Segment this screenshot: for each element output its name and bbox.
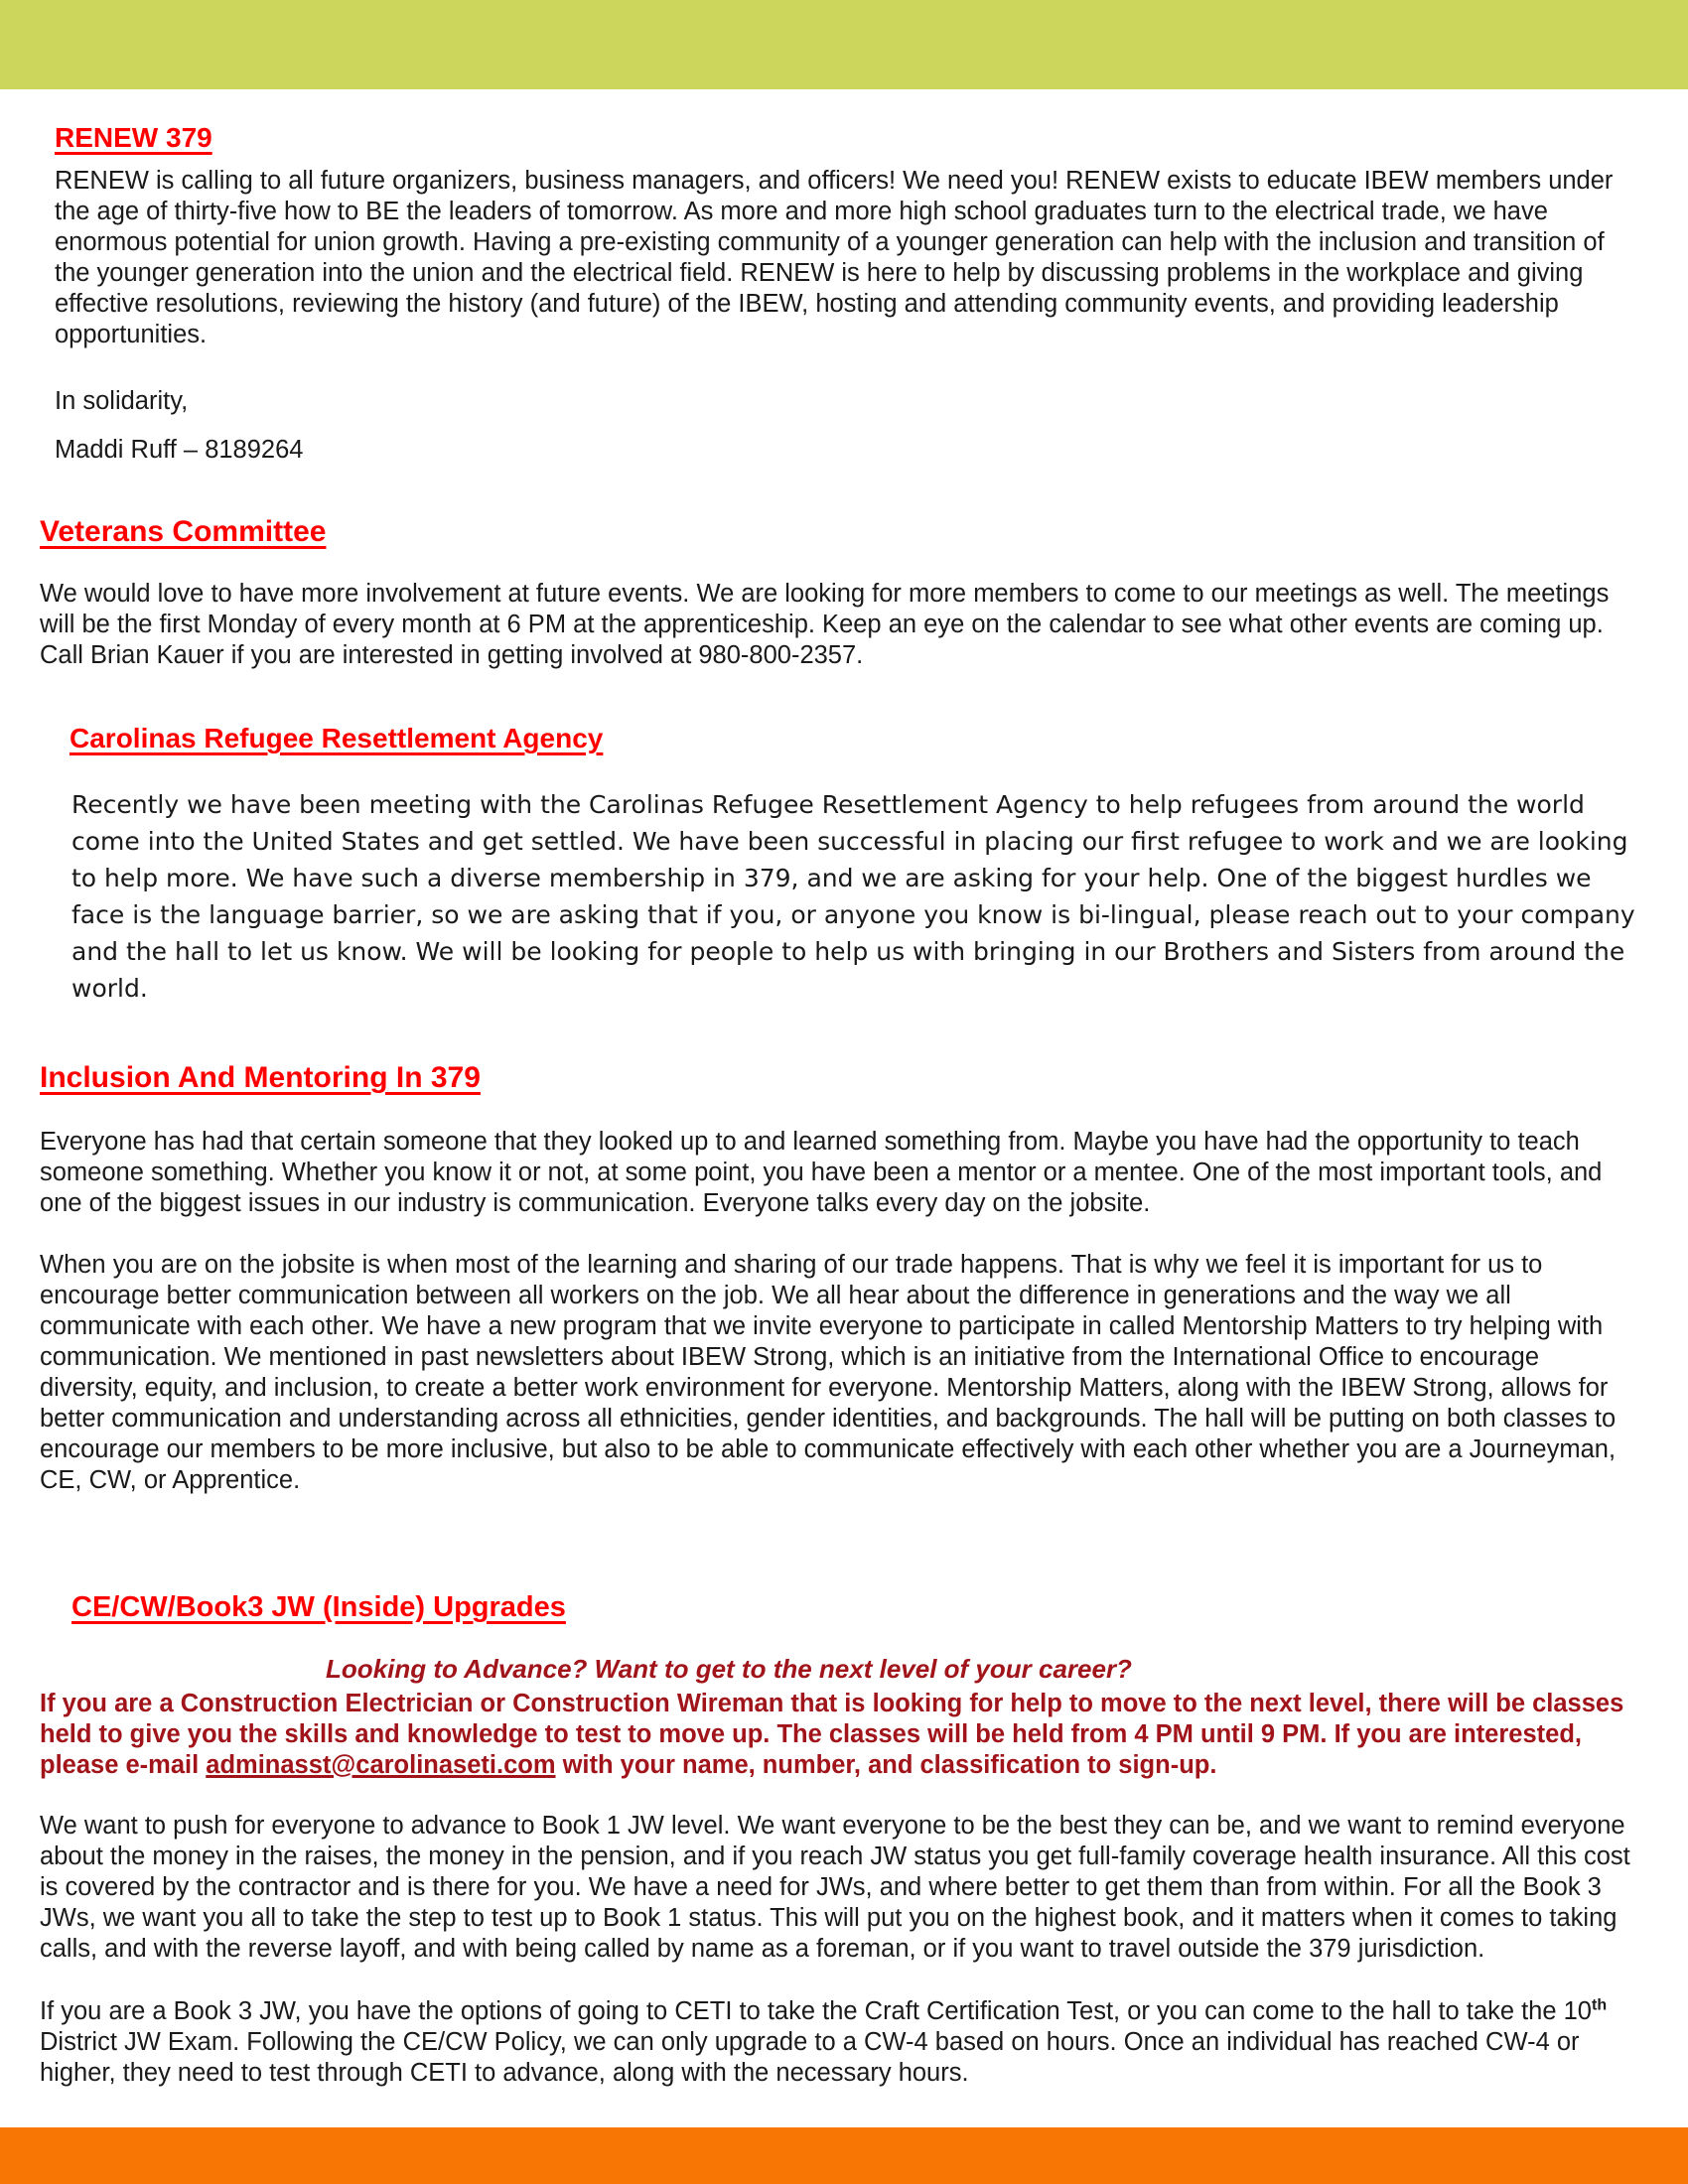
inclusion-paragraph-1: Everyone has had that certain someone that they looked up to and learned something from. Maybe you have had the opportunity to teach someone something. Whether you know it or not, at some point, you have been a mentor or a mentee. One of the most important tools, and one of the biggest issues in our industry is communication. Everyone talks every day on the jobsite.	[40, 1128, 1603, 1217]
section-refugee-agency	[40, 671, 1636, 1007]
section-renew	[40, 89, 1636, 466]
inclusion-heading: Inclusion And Mentoring In 379	[40, 1061, 481, 1094]
upgrades-ceti-paragraph	[40, 1996, 1636, 2089]
newsletter-page	[0, 89, 1688, 2089]
upgrades-tagline: Looking to Advance? Want to get to the next level of your career?	[326, 1654, 1132, 1684]
admin-email-link[interactable]: adminasst@carolinaseti.com	[206, 1751, 556, 1779]
top-banner-bar	[0, 0, 1688, 89]
upgrades-notice	[40, 1689, 1636, 1781]
veterans-paragraph: We would love to have more involvement at future events. We are looking for more members to come to our meetings as well. The meetings will be the first Monday of every month at 6 PM at the apprenticeship. Keep an eye on the calendar to see what other events are coming up. Call Brian Kauer if you are interested in getting involved at 980-800-2357.	[40, 580, 1610, 669]
upgrades-notice-text-after: with your name, number, and classification to sign-up.	[555, 1751, 1217, 1779]
upgrades-book1-paragraph: We want to push for everyone to advance to Book 1 JW level. We want everyone to be the best they can be, and we want to remind everyone about the money in the raises, the money in the pension, and if you reach JW status you get full-family coverage health insurance. All this cost is covered by the contractor and is there for you. We have a need for JWs, and where better to get them than from within. For all the Book 3 JWs, we want you all to take the step to test up to Book 1 status. This will put you on the highest book, and it matters when it comes to taking calls, and with the reverse layoff, and with being called by name as a foreman, or if you want to travel outside the 379 jurisdiction.	[40, 1812, 1630, 1963]
section-upgrades	[40, 1496, 1636, 2089]
veterans-heading: Veterans Committee	[40, 515, 327, 548]
upgrades-notice-text-before: If you are a Construction Electrician or Construction Wireman that is looking for help to move to the next level, there will be classes held to give you the skills and knowledge to test to move up. The classes will be held from 4 PM until 9 PM. If you are interested, please e-mail	[40, 1690, 1624, 1779]
renew-paragraph: RENEW is calling to all future organizers, business managers, and officers! We need you! RENEW exists to educate IBEW members under the age of thirty-five how to BE the leaders of tomorrow. As more and more high school graduates turn to the electrical trade, we have enormous potential for union growth. Having a pre-existing community of a younger generation can help with the inclusion and transition of the younger generation into the union and the electrical field. RENEW is here to help by discussing problems in the workplace and giving effective resolutions, reviewing the history (and future) of the IBEW, hosting and attending community events, and providing leadership opportunities.	[55, 167, 1614, 348]
ordinal-superscript: th	[1591, 1996, 1608, 2014]
refugee-agency-paragraph: Recently we have been meeting with the Carolinas Refugee Resettlement Agency to help refugees from around the world come into the United States and get settled. We have been successful in placing our first refugee to work and we are looking to help more. We have such a diverse membership in 379, and we are asking for your help. One of the biggest hurdles we face is the language barrier, so we are asking that if you, or anyone you know is bi-lingual, please reach out to your company and the hall to let us know. We will be looking for people to help us with bringing in our Brothers and Sisters from around the world.	[71, 790, 1635, 1003]
ceti-text-after-sup: District JW Exam. Following the CE/CW Policy, we can only upgrade to a CW-4 based on hours. Once an individual has reached CW-4 or higher, they need to test through CETI to advance, along with the necessary hours.	[40, 2028, 1580, 2087]
section-inclusion-mentoring	[40, 1007, 1636, 1496]
renew-signoff: In solidarity,	[55, 387, 189, 415]
renew-signature: Maddi Ruff – 8189264	[55, 436, 304, 464]
refugee-agency-heading: Carolinas Refugee Resettlement Agency	[70, 723, 604, 753]
inclusion-paragraph-2: When you are on the jobsite is when most of the learning and sharing of our trade happens. That is why we feel it is important for us to encourage better communication between all workers on the job. We all hear about the difference in generations and the way we all communicate with each other. We have a new program that we invite everyone to participate in called Mentorship Matters to try helping with communication. We mentioned in past newsletters about IBEW Strong, which is an initiative from the International Office to encourage diversity, equity, and inclusion, to create a better work environment for everyone. Mentorship Matters, along with the IBEW Strong, allows for better communication and understanding across all ethnicities, gender identities, and backgrounds. The hall will be putting on both classes to encourage our members to be more inclusive, but also to be able to communicate effectively with each other whether you are a Journeyman, CE, CW, or Apprentice.	[40, 1251, 1617, 1494]
section-veterans	[40, 466, 1636, 671]
renew-heading: RENEW 379	[55, 122, 212, 153]
upgrades-heading: CE/CW/Book3 JW (Inside) Upgrades	[71, 1591, 566, 1623]
bottom-banner-bar	[0, 2127, 1688, 2184]
ceti-text-before-sup: If you are a Book 3 JW, you have the options of going to CETI to take the Craft Certification Test, or you can come to the hall to take the 10	[40, 1997, 1592, 2025]
